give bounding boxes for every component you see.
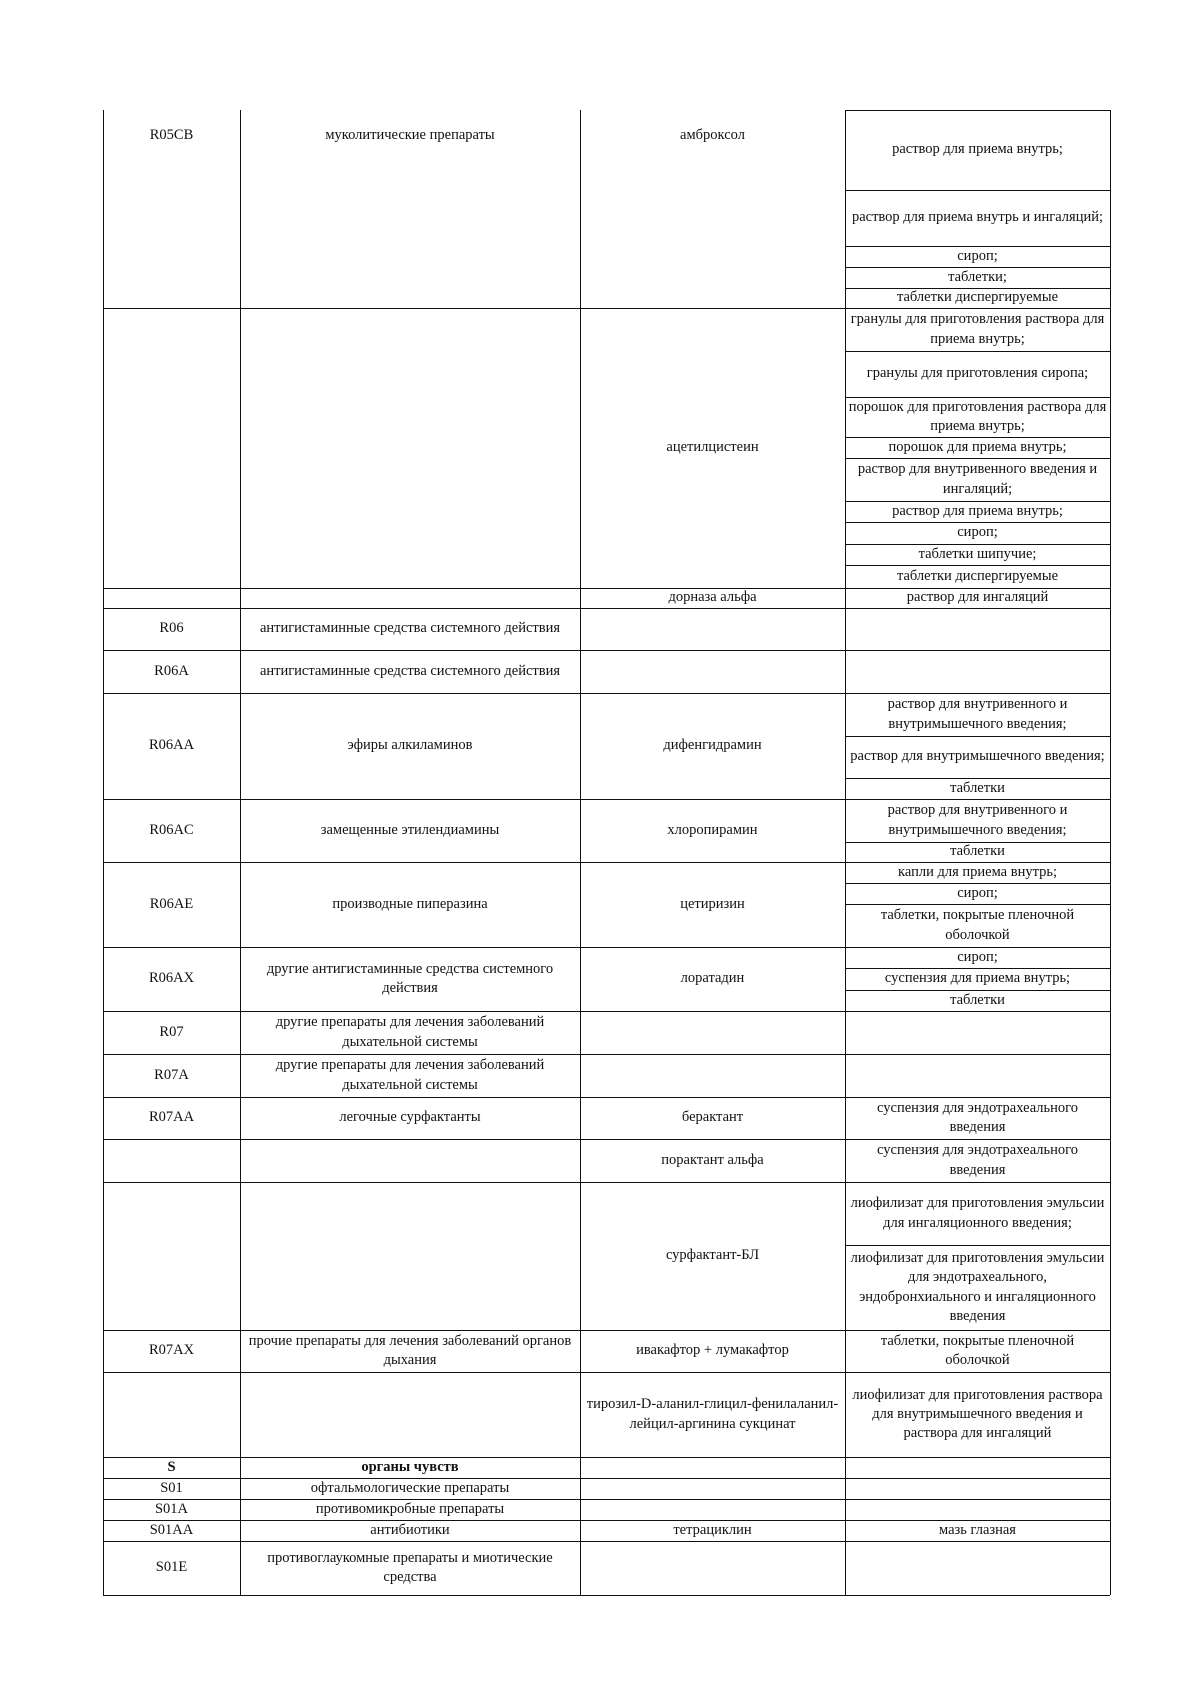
group-name-cell: прочие препараты для лечения заболеваний органов дыхания [248,1332,572,1368]
dosage-form-cell: порошок для приготовления раствора для приема внутрь; [848,398,1107,434]
dosage-form-cell: раствор для приема внутрь; [892,502,1063,519]
substance-cell: ивакафтор + лумакафтор [636,1342,789,1359]
group-name-cell [240,1372,580,1457]
group-name-cell: производные пиперазина [332,895,488,912]
table-bottom-border [103,1595,1110,1596]
dosage-form-cell: сироп; [957,884,998,901]
substance-cell [580,1054,845,1097]
atc-code-cell [103,588,240,608]
atc-code-cell: S01A [154,1500,189,1517]
substance-cell [580,1457,845,1478]
substance-cell: дифенгидрамин [663,737,762,754]
group-name-cell [240,308,580,588]
atc-code-cell: R06AC [149,821,194,838]
substance-cell [580,1541,845,1595]
dosage-form-cell: раствор для приема внутрь; [892,141,1063,158]
group-name-cell [240,1139,580,1182]
group-name-cell: замещенные этилендиамины [320,821,500,838]
dosage-form-cell: сироп; [957,524,998,541]
atc-code-cell [103,1139,240,1182]
group-name-cell: органы чувств [361,1458,459,1475]
substance-cell: хлоропирамин [667,821,758,838]
dosage-form-cell: раствор для внутривенного и внутримышечного введения; [887,802,1068,838]
dosage-form-cell: раствор для внутривенного введения и ингаляций; [857,461,1098,497]
group-name-cell [240,588,580,608]
atc-code-cell: S01 [160,1479,183,1496]
dosage-form-cell: таблетки [950,991,1005,1008]
atc-code-cell: R06AE [149,895,194,912]
dosage-form-cell: таблетки [950,779,1005,796]
atc-code-cell: R07AX [148,1342,195,1359]
dosage-form-cell: сироп; [957,948,998,965]
atc-code-cell [103,308,240,588]
dosage-form-cell: капли для приема внутрь; [898,863,1057,880]
dosage-form-cell: таблетки, покрытые пленочной оболочкой [880,1332,1075,1368]
dosage-form-cell: лиофилизат для приготовления раствора для внутримышечного введения и раствора для ингаляций [852,1386,1103,1442]
atc-code-cell: S01E [155,1559,188,1576]
dosage-form-cell: раствор для внутримышечного введения; [850,748,1105,765]
atc-code-cell: R06A [154,662,189,679]
group-name-cell: легочные сурфактанты [339,1109,481,1126]
atc-code-cell: R07A [154,1066,189,1083]
group-name-cell: другие препараты для лечения заболеваний дыхательной системы [275,1014,545,1050]
group-name-cell: противомикробные препараты [315,1500,505,1517]
group-name-cell [240,1182,580,1330]
dosage-form-cell: суспензия для эндотрахеального введения [877,1099,1078,1135]
dosage-form-cell: таблетки шипучие; [918,545,1037,562]
dosage-form-cell: суспензия для приема внутрь; [884,970,1071,987]
atc-code-cell: S [167,1458,176,1475]
group-name-cell: антигистаминные средства системного действия [259,620,561,637]
atc-code-cell: R05CB [149,127,194,143]
substance-cell: ацетилцистеин [666,439,759,456]
group-name-cell: другие антигистаминные средства системного действия [266,960,554,996]
dosage-form-cell: гранулы для приготовления сиропа; [866,365,1089,382]
dosage-form-cell: раствор для внутривенного и внутримышечного введения; [887,696,1068,732]
dosage-form-cell: мазь глазная [939,1521,1016,1538]
dosage-form-cell: гранулы для приготовления раствора для приема внутрь; [850,311,1105,347]
dosage-form-cell: таблетки [950,843,1005,860]
atc-code-cell [103,1372,240,1457]
dosage-form-cell: порошок для приема внутрь; [888,438,1067,455]
dosage-form-cell: таблетки диспергируемые [896,289,1059,306]
substance-cell: амброксол [680,127,745,143]
substance-cell: лоратадин [680,970,745,987]
dosage-form-cell: таблетки; [948,268,1007,285]
atc-code-cell: R07AA [148,1109,195,1126]
group-name-cell: офтальмологические препараты [310,1479,510,1496]
group-name-cell: антибиотики [370,1521,450,1538]
dosage-form-cell: раствор для приема внутрь и ингаляций; [851,209,1104,226]
dosage-form-cell: сироп; [957,247,998,264]
substance-cell [580,608,845,650]
substance-cell: цетиризин [680,895,745,912]
dosage-form-cell: лиофилизат для приготовления эмульсии для эндотрахеального, эндобронхиального и ингаляционного введения [850,1250,1105,1324]
dosage-form-cell: раствор для ингаляций [906,589,1049,606]
substance-cell: тирозил-D-аланил-глицил-фенилаланил-лейцил-аргинина сукцинат [586,1396,839,1432]
substance-cell [580,1011,845,1054]
dosage-form-cell: суспензия для эндотрахеального введения [877,1142,1078,1178]
substance-cell: порактант альфа [661,1151,764,1168]
group-name-cell: муколитические препараты [325,127,495,143]
atc-code-cell: R07 [159,1023,184,1040]
atc-code-cell [103,1182,240,1330]
dosage-form-cell: таблетки диспергируемые [896,567,1059,584]
group-name-cell: антигистаминные средства системного действия [259,662,561,679]
dosage-form-cell: таблетки, покрытые пленочной оболочкой [880,907,1075,943]
group-name-cell: противоглаукомные препараты и миотические средства [267,1549,553,1585]
dosage-form-cell: лиофилизат для приготовления эмульсии для ингаляционного введения; [850,1195,1105,1231]
substance-cell: тетрациклин [673,1521,752,1538]
atc-code-cell: R06 [159,620,184,637]
group-name-cell: эфиры алкиламинов [347,737,473,754]
substance-cell: дорназа альфа [668,589,757,606]
substance-cell [580,650,845,693]
column-border [1110,110,1111,1595]
atc-code-cell: S01AA [149,1521,194,1538]
substance-cell [580,1499,845,1520]
substance-cell: сурфактант-БЛ [665,1247,760,1264]
atc-code-cell: R06AX [148,970,195,987]
substance-cell: берактант [681,1109,744,1126]
substance-cell [580,1478,845,1499]
atc-code-cell: R06AA [148,737,195,754]
group-name-cell: другие препараты для лечения заболеваний дыхательной системы [275,1057,545,1093]
